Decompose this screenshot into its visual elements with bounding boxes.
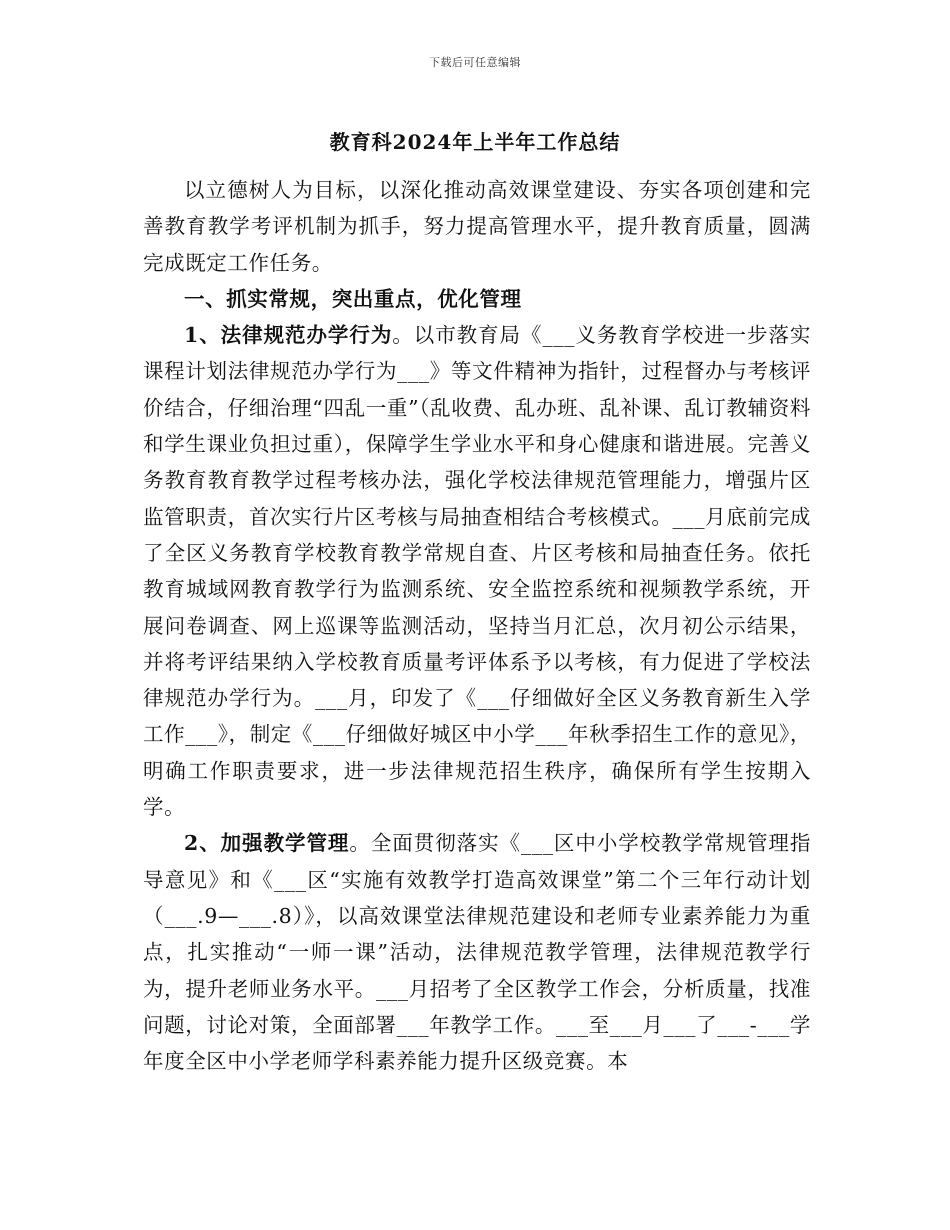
section-heading: 一、抓实常规，突出重点，优化管理 xyxy=(184,286,522,311)
document-title: 教育科2024年上半年工作总结 xyxy=(329,130,621,154)
document-body xyxy=(143,172,811,1079)
header-note: 下载后可任意编辑 xyxy=(429,56,521,69)
paragraph-item-2 xyxy=(143,825,811,1079)
intro-paragraph: 以立德树人为目标，以深化推动高效课堂建设、夯实各项创建和完善教育教学考评机制为抓手，努力提高管理水平，提升教育质量，圆满完成既定工作任务。 xyxy=(143,178,811,275)
item-2-text: 。全面贯彻落实《___区中小学校教学常规管理指导意见》和《___区“实施有效教学打造高效课堂”第二个三年行动计划（___.9—___.8）》，以高效课堂法律规范建设和老师专业素养能力为重点，扎实推动“一师一课”活动，法律规范教学管理，法律规范教学行为，提升老师业务水平。___月招考了全区教学工作会，分析质量，找准问题，讨论对策，全面部署___年教学工作。___至___月___了___-___学年度全区中小学老师学科素养能力提升区级竞赛。本 xyxy=(143,831,811,1074)
item-2-lead: 2、加强教学管理 xyxy=(184,831,350,856)
item-1-lead: 1、法律规范办学行为 xyxy=(184,323,393,348)
paragraph-item-1 xyxy=(143,317,811,825)
item-1-text: 。以市教育局《___义务教育学校进一步落实课程计划法律规范办学行为___》等文件精神为指针，过程督办与考核评价结合，仔细治理“四乱一重”（乱收费、乱办班、乱补课、乱订教辅资料和学生课业负担过重），保障学生学业水平和身心健康和谐进展。完善义务教育教育教学过程考核办法，强化学校法律规范管理能力，增强片区监管职责，首次实行片区考核与局抽查相结合考核模式。___月底前完成了全区义务教育学校教育教学常规自查、片区考核和局抽查任务。依托教育城域网教育教学行为监测系统、安全监控系统和视频教学系统，开展问卷调查、网上巡课等监测活动，坚持当月汇总，次月初公示结果，并将考评结果纳入学校教育质量考评体系予以考核，有力促进了学校法律规范办学行为。___月，印发了《___仔细做好全区义务教育新生入学工作___》，制定《___仔细做好城区中小学___年秋季招生工作的意见》，明确工作职责要求，进一步法律规范招生秩序，确保所有学生按期入学。 xyxy=(143,323,811,820)
